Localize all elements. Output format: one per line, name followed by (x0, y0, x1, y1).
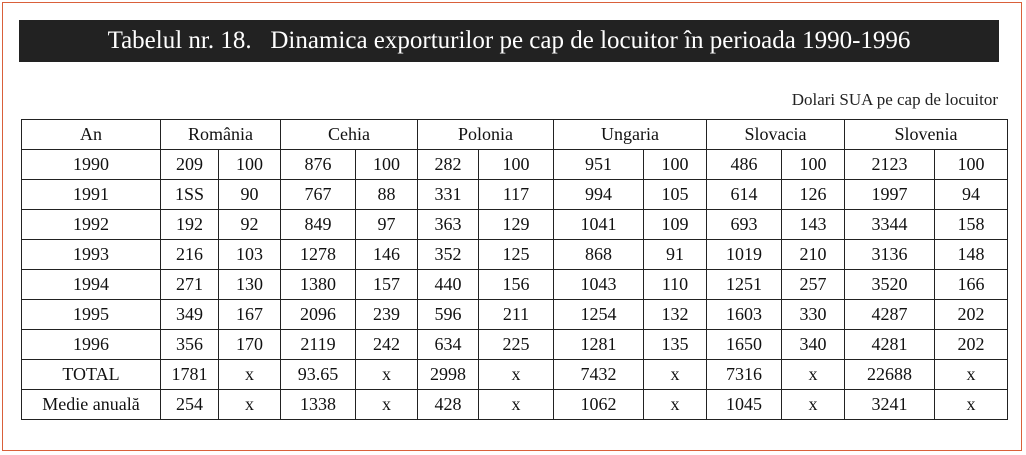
table-row (22, 210, 1008, 240)
table-cell: 103 (219, 240, 281, 270)
table-cell: 1781 (161, 360, 219, 390)
table-cell: 93.65 (281, 360, 356, 390)
table-cell: 210 (782, 240, 845, 270)
table-cell: 135 (644, 330, 707, 360)
table-cell: 192 (161, 210, 219, 240)
table-cell: 7316 (707, 360, 782, 390)
table-cell: 2123 (845, 150, 935, 180)
table-cell: 242 (356, 330, 418, 360)
row-label: 1996 (22, 330, 161, 360)
table-cell: 1SS (161, 180, 219, 210)
table-cell: 1650 (707, 330, 782, 360)
table-cell: 100 (782, 150, 845, 180)
table-cell: 2119 (281, 330, 356, 360)
table-row (22, 390, 1008, 420)
row-label: 1993 (22, 240, 161, 270)
table-cell: x (935, 360, 1008, 390)
table-cell: 157 (356, 270, 418, 300)
table-cell: 1045 (707, 390, 782, 420)
table-cell: 363 (418, 210, 479, 240)
table-cell: 88 (356, 180, 418, 210)
table-cell: 211 (479, 300, 554, 330)
country-header-polonia: Polonia (418, 120, 554, 150)
table-cell: 3136 (845, 240, 935, 270)
table-cell: 1997 (845, 180, 935, 210)
table-cell: 1251 (707, 270, 782, 300)
country-header-slovacia: Slovacia (707, 120, 845, 150)
table-cell: 2096 (281, 300, 356, 330)
table-cell: 146 (356, 240, 418, 270)
row-label: Medie anuală (22, 390, 161, 420)
table-cell: 1603 (707, 300, 782, 330)
row-label: 1995 (22, 300, 161, 330)
table-cell: 282 (418, 150, 479, 180)
table-cell: 1281 (554, 330, 644, 360)
table-cell: 3344 (845, 210, 935, 240)
table-cell: 225 (479, 330, 554, 360)
table-row (22, 330, 1008, 360)
table-cell: x (479, 360, 554, 390)
table-row (22, 300, 1008, 330)
row-label: 1990 (22, 150, 161, 180)
table-cell: 7432 (554, 360, 644, 390)
table-cell: 440 (418, 270, 479, 300)
table-cell: 170 (219, 330, 281, 360)
table-cell: 129 (479, 210, 554, 240)
table-cell: 143 (782, 210, 845, 240)
table-cell: 94 (935, 180, 1008, 210)
table-cell: 1254 (554, 300, 644, 330)
table-cell: 1043 (554, 270, 644, 300)
table-row (22, 180, 1008, 210)
table-cell: 349 (161, 300, 219, 330)
table-cell: x (356, 390, 418, 420)
table-cell: 1041 (554, 210, 644, 240)
table-cell: 693 (707, 210, 782, 240)
table-cell: x (782, 390, 845, 420)
row-label: 1991 (22, 180, 161, 210)
table-cell: 596 (418, 300, 479, 330)
table-cell: x (356, 360, 418, 390)
table-cell: 92 (219, 210, 281, 240)
table-cell: 105 (644, 180, 707, 210)
table-cell: 109 (644, 210, 707, 240)
table-cell: 4281 (845, 330, 935, 360)
country-header-ungaria: Ungaria (554, 120, 707, 150)
table-row (22, 150, 1008, 180)
table-row (22, 270, 1008, 300)
table-cell: 876 (281, 150, 356, 180)
table-cell: x (219, 360, 281, 390)
table-row (22, 240, 1008, 270)
table-cell: 486 (707, 150, 782, 180)
table-cell: 22688 (845, 360, 935, 390)
table-cell: 100 (219, 150, 281, 180)
country-header-cehia: Cehia (281, 120, 418, 150)
table-cell: 239 (356, 300, 418, 330)
table-cell: 331 (418, 180, 479, 210)
table-cell: 3241 (845, 390, 935, 420)
table-cell: 1062 (554, 390, 644, 420)
table-cell: 100 (644, 150, 707, 180)
table-cell: x (219, 390, 281, 420)
table-cell: 428 (418, 390, 479, 420)
table-cell: 352 (418, 240, 479, 270)
table-cell: 4287 (845, 300, 935, 330)
table-cell: 1380 (281, 270, 356, 300)
table-cell: 2998 (418, 360, 479, 390)
table-cell: 97 (356, 210, 418, 240)
table-cell: 110 (644, 270, 707, 300)
table-cell: 994 (554, 180, 644, 210)
table-cell: 148 (935, 240, 1008, 270)
table-cell: x (644, 360, 707, 390)
row-label: TOTAL (22, 360, 161, 390)
table-cell: 1278 (281, 240, 356, 270)
table-cell: 340 (782, 330, 845, 360)
table-cell: 254 (161, 390, 219, 420)
table-cell: 767 (281, 180, 356, 210)
exports-table (21, 119, 1008, 420)
table-cell: 91 (644, 240, 707, 270)
table-cell: 130 (219, 270, 281, 300)
table-cell: 202 (935, 300, 1008, 330)
table-row (22, 360, 1008, 390)
table-cell: 356 (161, 330, 219, 360)
table-cell: 257 (782, 270, 845, 300)
table-cell: 849 (281, 210, 356, 240)
table-cell: 117 (479, 180, 554, 210)
header-row (22, 120, 1008, 150)
table-cell: 330 (782, 300, 845, 330)
table-cell: 156 (479, 270, 554, 300)
year-column-header: An (22, 120, 161, 150)
table-cell: 90 (219, 180, 281, 210)
table-cell: 132 (644, 300, 707, 330)
table-cell: x (644, 390, 707, 420)
table-cell: 216 (161, 240, 219, 270)
table-title: Tabelul nr. 18. Dinamica exporturilor pe cap de locuitor în perioada 1990-1996 (19, 20, 999, 62)
table-cell: x (782, 360, 845, 390)
table-cell: 1338 (281, 390, 356, 420)
table-cell: 951 (554, 150, 644, 180)
table-cell: 209 (161, 150, 219, 180)
table-cell: 271 (161, 270, 219, 300)
table-cell: 868 (554, 240, 644, 270)
row-label: 1992 (22, 210, 161, 240)
table-cell: 167 (219, 300, 281, 330)
table-cell: 1019 (707, 240, 782, 270)
table-cell: 614 (707, 180, 782, 210)
row-label: 1994 (22, 270, 161, 300)
table-cell: 3520 (845, 270, 935, 300)
table-cell: 100 (935, 150, 1008, 180)
country-header-romania: România (161, 120, 281, 150)
table-cell: 100 (356, 150, 418, 180)
table-cell: 125 (479, 240, 554, 270)
table-cell: 166 (935, 270, 1008, 300)
table-cell: x (935, 390, 1008, 420)
table-cell: 634 (418, 330, 479, 360)
table-cell: 202 (935, 330, 1008, 360)
table-cell: 100 (479, 150, 554, 180)
table-cell: 158 (935, 210, 1008, 240)
table-cell: x (479, 390, 554, 420)
country-header-slovenia: Slovenia (845, 120, 1008, 150)
table-cell: 126 (782, 180, 845, 210)
unit-note: Dolari SUA pe cap de locuitor (791, 90, 998, 109)
